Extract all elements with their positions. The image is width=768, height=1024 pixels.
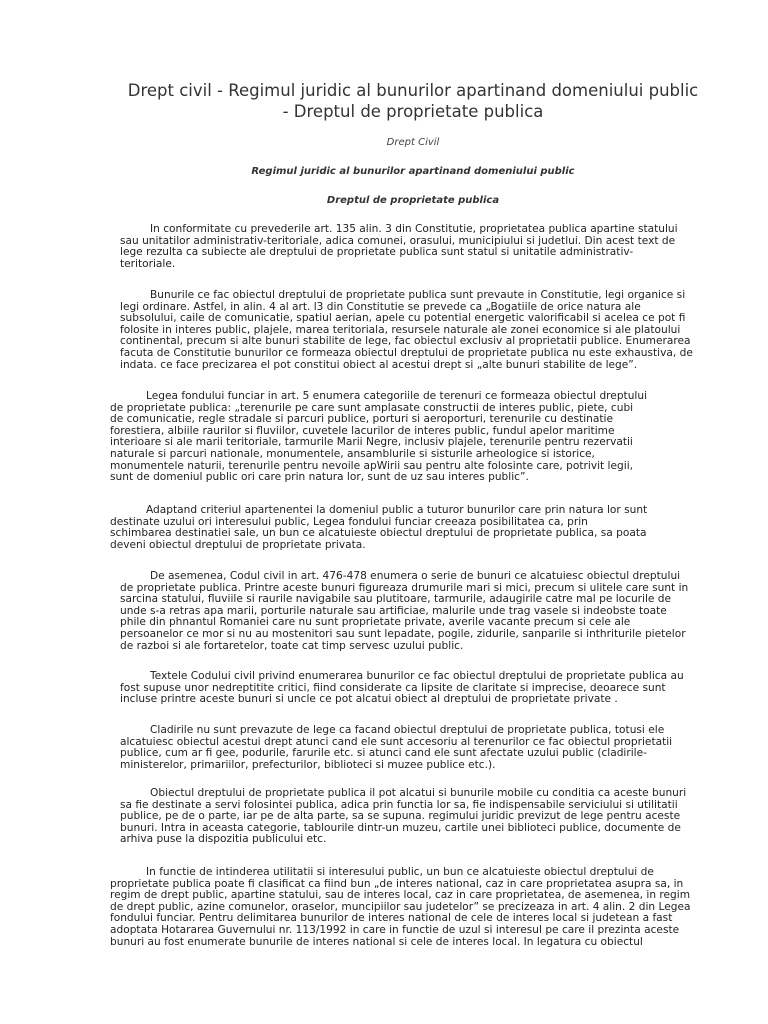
paragraph-7 <box>120 725 672 771</box>
paragraph-line: interioare si ale marii teritoriale, tarmurile Marii Negre, inclusiv plajele, terenurile pentru rezervatii <box>110 436 633 449</box>
paragraph-6 <box>120 671 684 706</box>
subtitle-dreptul-de-proprietate: Dreptul de proprietate publica <box>326 195 500 206</box>
paragraph-line: Legea fondului funciar in art. 5 enumera categoriile de terenuri ce formeaza obiectul dreptului <box>146 390 648 402</box>
paragraph-line: de drept public, azine comunelor, oraselor, muncipiilor sau judetelor” se precizeaza in art. 4 alin. 2 din Legea <box>110 900 691 913</box>
paragraph-1 <box>120 224 678 270</box>
paragraph-line: In functie de intinderea utilitatii si interesului public, un bun ce alcatuieste obiectul dreptului de <box>146 866 654 878</box>
paragraph-line: arhiva puse la dispozitia publicului etc. <box>120 833 327 846</box>
paragraph-line: Obiectul dreptului de proprietate publica il pot alcatui si bunurile mobile cu conditia ca aceste bunuri <box>150 787 687 799</box>
paragraph-line: Textele Codului civil privind enumerarea bunurilor ce fac obiectul dreptului de proprietate publica au <box>150 670 684 682</box>
paragraph-line: de proprietate publica. Printre aceste bunuri figureaza drumurile mari si mici, precum si ulitele care sunt in <box>120 581 689 594</box>
paragraph-line: de razboi si ale fortaretelor, toate cat timp servesc uzului public. <box>120 639 464 652</box>
paragraph-line: teritoriale. <box>120 257 176 270</box>
subtitle-regimul-juridic: Regimul juridic al bunurilor apartinand domeniului public <box>251 166 575 177</box>
title-line-1: Drept civil - Regimul juridic al bunurilor apartinand domeniului public <box>127 81 699 100</box>
paragraph-3 <box>110 391 647 484</box>
paragraph-line: bunuri. Intra in aceasta categorie, tablourile dintr-un muzeu, cartile unei biblioteci publice, documente de <box>120 821 681 834</box>
paragraph-line: deveni obiectul dreptului de proprietate privata. <box>110 538 366 551</box>
paragraph-line: Cladirile nu sunt prevazute de lege ca facand obiectul dreptului de proprietate publica, totusi ele <box>150 724 665 736</box>
paragraph-line: indata. ce face precizarea el pot constitui obiect al acestui drept si „alte bunuri stabilite de lege”. <box>120 358 638 371</box>
paragraph-line: monumentele naturii, terenurile pentru nevoile apWirii sau pentru alte folosinte care, potrivit legii, <box>110 459 633 472</box>
paragraph-line: ministerelor, primariilor, prefecturilor, biblioteci si muzee publice etc.). <box>120 758 496 771</box>
paragraph-line: naturale si parcuri nationale, monumentele, ansamblurile si sisturile arheologice si istorice, <box>110 447 595 460</box>
paragraph-line: subsolului, caile de comunicatie, spatiul aerian, apele cu potential energetic valorificabil si acelea ce pot fi <box>120 312 686 325</box>
paragraph-5 <box>120 571 688 652</box>
paragraph-line: Adaptand criteriul apartenentei la domeniul public a tuturor bunurilor care prin natura lor sunt <box>146 504 648 516</box>
paragraph-8 <box>120 788 686 846</box>
title-line-2: - Dreptul de proprietate publica <box>282 102 544 121</box>
paragraph-line: destinate uzului ori interesului public, Legea fondului funciar creeaza posibilitatea ca, prin <box>110 515 588 528</box>
paragraph-line: Bunurile ce fac obiectul dreptului de proprietate publica sunt prevaute in Constitutie, legi organice si <box>150 289 686 301</box>
paragraph-line: sau unitatilor administrativ-teritoriale, adica comunei, orasului, municipiului si judetlui. Din acest text de <box>120 234 676 247</box>
paragraph-line: sarcina statului, fluviile si raurile navigabile sau plutitoare, tarmurile, adaugirile catre mal pe locurile de <box>120 593 672 606</box>
paragraph-line: de proprietate publica: „terenurile pe care sunt amplasate constructii de interes public, piete, cubi <box>110 401 634 414</box>
paragraph-line: unde s-a retras apa marii, porturile naturale sau artificiae, malurile unde trag vasele si indeobste toate <box>120 604 667 617</box>
paragraph-line: fost supuse unor nedreptitite critici, fiind considerate ca lipsite de claritate si imprecise, deoarece sunt <box>120 681 666 694</box>
paragraph-line: De asemenea, Codul civil in art. 476-478 enumera o serie de bunuri ce alcatuiesc obiectul dreptului <box>150 570 681 582</box>
paragraph-line: alcatuiesc obiectul acestui drept atunci cand ele sunt accesoriu al terenurilor ce fac obiectul proprietatii <box>120 735 673 748</box>
paragraph-line: incluse printre aceste bunuri si uncle ce pot alcatui obiect al dreptului de proprietate private . <box>120 693 618 706</box>
paragraph-line: folosite in interes public, plajele, marea teritoriala, resursele naturale ale zonei economice si ale platoului <box>120 323 681 336</box>
paragraph-line: phile din phnantul Romaniei care nu sunt proprietate private, averile vacante precum si cele ale <box>120 616 631 629</box>
paragraph-line: facuta de Constitutie bunurilor ce formeaza obiectul dreptului de proprietate publica nu este exhaustiva, de <box>120 346 693 359</box>
paragraph-line: lege rezulta ca subiecte ale dreptului de proprietate publica sunt statul si unitatile administrativ- <box>120 246 634 259</box>
paragraph-line: publice, cum ar fi gee, podurile, farurile etc. si atunci cand ele sunt afectate uzului public (cladirile- <box>120 747 647 760</box>
paragraph-line: bunuri au fost enumerate bunurile de interes national si cele de interes local. In legatura cu obiectul <box>110 935 643 948</box>
paragraph-line: In conformitate cu prevederile art. 135 alin. 3 din Constitutie, proprietatea publica apartine statului <box>150 223 678 235</box>
subtitle-drept-civil: Drept Civil <box>386 137 440 148</box>
paragraph-line: adoptata Hotararea Guvernului nr. 113/1992 in care in functie de uzul si interesul pe care il prezinta aceste <box>110 923 680 936</box>
paragraph-line: forestiera, albiile raurilor si fluviilor, cuvetele lacurilor de interes public, fundul apelor maritime <box>110 424 615 437</box>
paragraph-line: persoanelor ce mor si nu au mostenitori sau sunt lepadate, pogile, zidurile, sanparile si inthriturile pietelor <box>120 627 686 640</box>
paragraph-line: de comunicatie, regle stradale si parcuri publice, porturi si aeroporturi, terenurile cu destinatie <box>110 413 613 426</box>
paragraph-4 <box>110 505 647 551</box>
document-title <box>100 80 726 122</box>
paragraph-line: sa fie destinate a servi folosintei publica, adica prin functia lor sa, fie indispensabile serviciului si utilitatii <box>120 798 678 811</box>
paragraph-line: proprietate publica poate fi clasificat ca fiind bun „de interes national, caz in care proprietatea asupra sa, in <box>110 877 684 890</box>
paragraph-2 <box>120 290 693 371</box>
paragraph-line: fondului funciar. Pentru delimitarea bunurilor de interes national de cele de interes local si judetean a fast <box>110 912 673 925</box>
paragraph-line: publice, pe de o parte, iar pe de alta parte, sa se supuna. regimului juridic previzut de lege pentru aceste <box>120 810 681 823</box>
paragraph-line: continental, precum si alte bunuri stabilite de lege, fac obiectul exclusiv al proprietatii publice. Enumerarea <box>120 335 691 348</box>
paragraph-line: sunt de domeniul public ori care prin natura lor, sunt de uz sau interes public”. <box>110 471 529 484</box>
paragraph-9 <box>110 867 690 948</box>
paragraph-line: legi ordinare. Astfel, in alin. 4 al art. l3 din Constitutie se prevede ca „Bogatiile de orice natura ale <box>120 300 641 313</box>
paragraph-line: schimbarea destinatiei sale, un bun ce alcatuieste obiectul dreptului de proprietate publica, sa poata <box>110 527 647 540</box>
paragraph-line: regim de drept public, apartine statului, sau de interes local, caz in care proprietatea, de asemenea, in regim <box>110 889 691 902</box>
